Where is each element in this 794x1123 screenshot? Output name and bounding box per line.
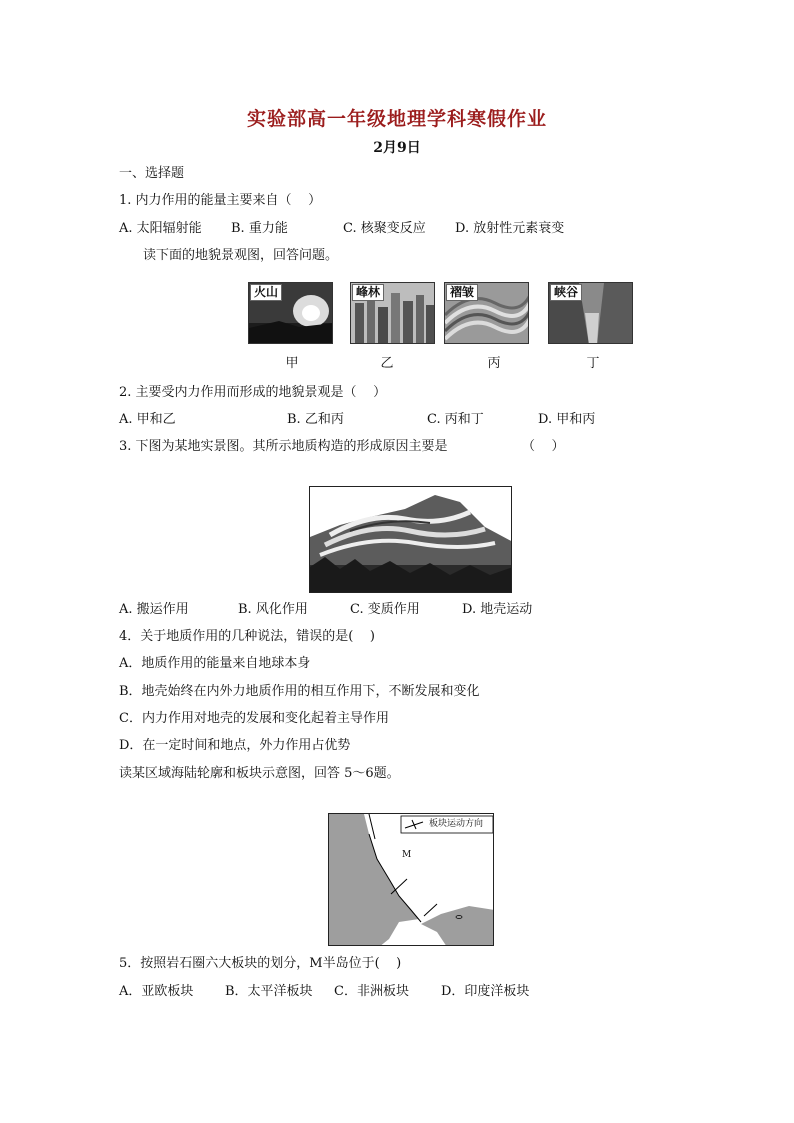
question-1-stem: 1. 内力作用的能量主要来自（ ）: [119, 193, 322, 208]
photo-volcano: [248, 282, 333, 344]
question-1-option-a: A. 太阳辐射能: [119, 221, 202, 236]
photo-fold-label: 褶皱: [446, 284, 478, 301]
question-5-option-b: B．太平洋板块: [225, 984, 313, 999]
mountain-fold-figure: [309, 486, 512, 593]
photo-caption-jia: 甲: [285, 356, 299, 371]
question-4-option-d: D．在一定时间和地点，外力作用占优势: [119, 738, 351, 753]
question-2-option-c: C. 丙和丁: [427, 412, 484, 427]
photo-canyon-label: 峡谷: [550, 284, 582, 301]
question-3-option-c: C. 变质作用: [350, 602, 420, 617]
question-1-option-c: C. 核聚变反应: [343, 221, 426, 236]
question-5-option-a: A．亚欧板块: [119, 984, 194, 999]
photo-peak-forest-label: 峰林: [352, 284, 384, 301]
question-1-option-d: D. 放射性元素衰变: [455, 221, 565, 236]
question-4-option-a: A．地质作用的能量来自地球本身: [119, 656, 311, 671]
page-date: 2月9日: [373, 140, 421, 156]
question-5-stem: 5．按照岩石圈六大板块的划分，M半岛位于( ): [119, 956, 402, 971]
photo-peak-forest: [350, 282, 435, 344]
plate-map: [328, 813, 494, 946]
page-title: 实验部高一年级地理学科寒假作业: [246, 108, 547, 130]
question-2-option-d: D. 甲和丙: [538, 412, 596, 427]
question-2-option-b: B. 乙和丙: [287, 412, 344, 427]
map-intro: 读某区域海陆轮廓和板块示意图，回答 5～6题。: [119, 766, 400, 781]
question-1-option-b: B. 重力能: [231, 221, 288, 236]
question-5-option-c: C．非洲板块: [334, 984, 409, 999]
question-4-option-c: C．内力作用对地壳的发展和变化起着主导作用: [119, 711, 389, 726]
question-3-option-d: D. 地壳运动: [462, 602, 533, 617]
question-5-option-d: D．印度洋板块: [441, 984, 530, 999]
question-3-paren: （ ）: [522, 439, 565, 454]
photo-caption-ding: 丁: [586, 356, 600, 371]
question-3-stem: 3. 下图为某地实景图。其所示地质构造的形成原因主要是: [119, 439, 448, 454]
photo-caption-yi: 乙: [380, 356, 394, 371]
photo-caption-bing: 丙: [487, 356, 501, 371]
photo-canyon: [548, 282, 633, 344]
photo-fold: [444, 282, 529, 344]
question-2-option-a: A. 甲和乙: [119, 412, 176, 427]
question-4-stem: 4．关于地质作用的几种说法，错误的是( ): [119, 629, 375, 644]
section-heading: 一、选择题: [119, 166, 185, 181]
photos-intro: 读下面的地貌景观图，回答问题。: [143, 248, 339, 263]
map-label-m: M: [402, 850, 412, 860]
question-4-option-b: B．地壳始终在内外力地质作用的相互作用下，不断发展和变化: [119, 684, 480, 699]
question-3-option-a: A. 搬运作用: [119, 602, 189, 617]
map-legend-label: 板块运动方向: [429, 819, 484, 829]
question-3-option-b: B. 风化作用: [238, 602, 308, 617]
question-2-stem: 2. 主要受内力作用而形成的地貌景观是（ ）: [119, 385, 387, 400]
photo-volcano-label: 火山: [250, 284, 282, 301]
